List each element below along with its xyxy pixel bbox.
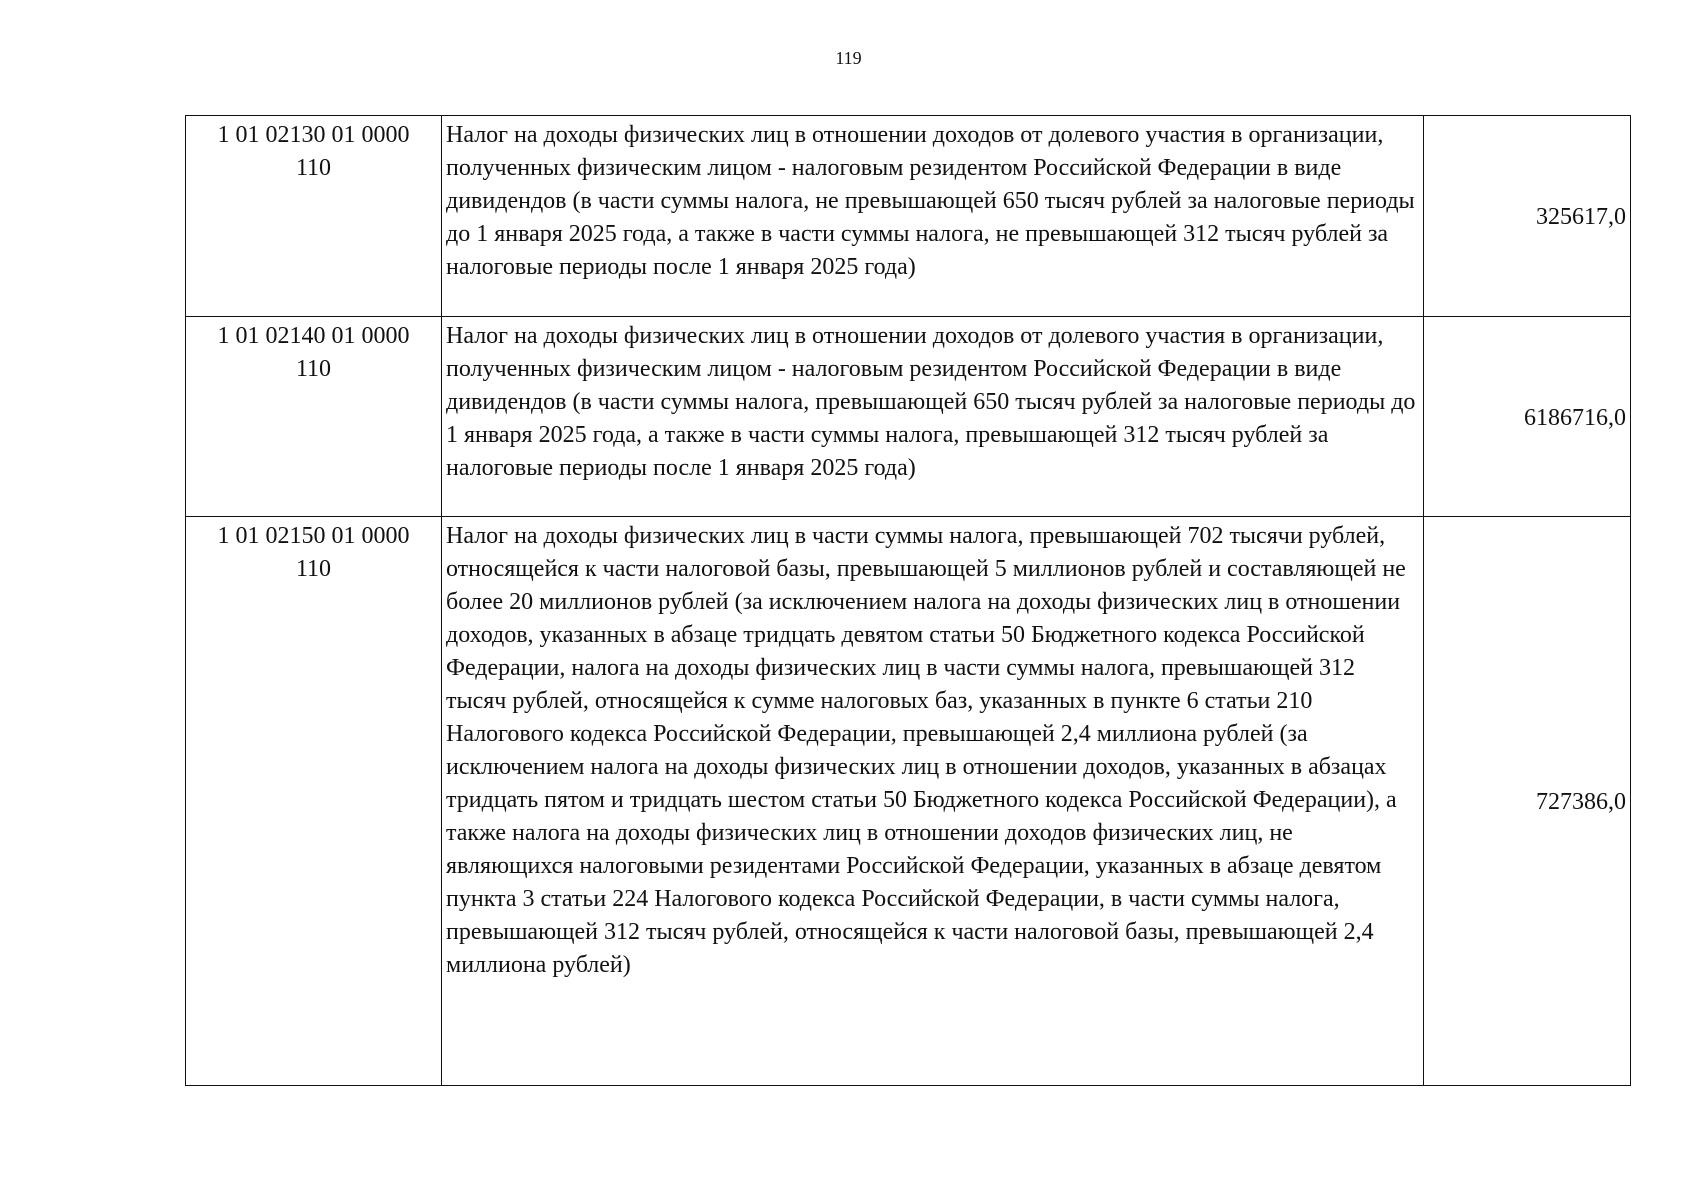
revenue-description: Налог на доходы физических лиц в части суммы налога, превышающей 702 тысячи рублей, относящейся к части налоговой базы, превышающей 5 миллионов рублей и составляющей не более 20 миллионов рублей (за исключением налога на доходы физических лиц в отношении доходов, указанных в абзаце тридцать девятом статьи 50 Бюджетного кодекса Российской Федерации, налога на доходы физических лиц в части суммы налога, превышающей 312 тысяч рублей, относящейся к сумме налоговых баз, указанных в пункте 6 статьи 210 Налогового кодекса Российской Федерации, превышающей 2,4 миллиона рублей (за исключением налога на доходы физических лиц в отношении доходов, указанных в абзацах тридцать пятом и тридцать шестом статьи 50 Бюджетного кодекса Российской Федерации), а также налога на доходы физических лиц в отношении доходов физических лиц, не являющихся налоговыми резидентами Российской Федерации, указанных в абзаце девятом пункта 3 статьи 224 Налогового кодекса Российской Федерации, в части суммы налога, превышающей 312 тысяч рублей, относящейся к части налоговой базы, превышающей 2,4 миллиона рублей) — [442, 517, 1424, 1086]
budget-code-cell — [186, 517, 442, 1086]
budget-code-line: 110 — [295, 356, 332, 382]
amount-value: 727386,0 — [1424, 517, 1631, 1086]
budget-code-line: 1 01 02130 01 0000 — [217, 122, 410, 148]
budget-code-cell — [186, 116, 442, 317]
table-row — [186, 517, 1631, 1086]
budget-code-line: 1 01 02150 01 0000 — [217, 523, 410, 549]
budget-code-cell — [186, 317, 442, 517]
budget-code-line: 110 — [295, 155, 332, 181]
budget-code-line: 110 — [295, 556, 332, 582]
budget-revenue-table — [185, 115, 1631, 1086]
amount-value: 325617,0 — [1424, 116, 1631, 317]
budget-code-line: 1 01 02140 01 0000 — [217, 323, 410, 349]
table-row — [186, 317, 1631, 517]
revenue-description: Налог на доходы физических лиц в отношении доходов от долевого участия в организации, полученных физическим лицом - налоговым резидентом Российской Федерации в виде дивидендов (в части суммы налога, не превышающей 650 тысяч рублей за налоговые периоды до 1 января 2025 года, а также в части суммы налога, не превышающей 312 тысяч рублей за налоговые периоды после 1 января 2025 года) — [442, 116, 1424, 317]
page-number: 119 — [835, 48, 862, 68]
amount-value: 6186716,0 — [1424, 317, 1631, 517]
table-row — [186, 116, 1631, 317]
revenue-description: Налог на доходы физических лиц в отношении доходов от долевого участия в организации, полученных физическим лицом - налоговым резидентом Российской Федерации в виде дивидендов (в части суммы налога, превышающей 650 тысяч рублей за налоговые периоды до 1 января 2025 года, а также в части суммы налога, превышающей 312 тысяч рублей за налоговые периоды после 1 января 2025 года) — [442, 317, 1424, 517]
